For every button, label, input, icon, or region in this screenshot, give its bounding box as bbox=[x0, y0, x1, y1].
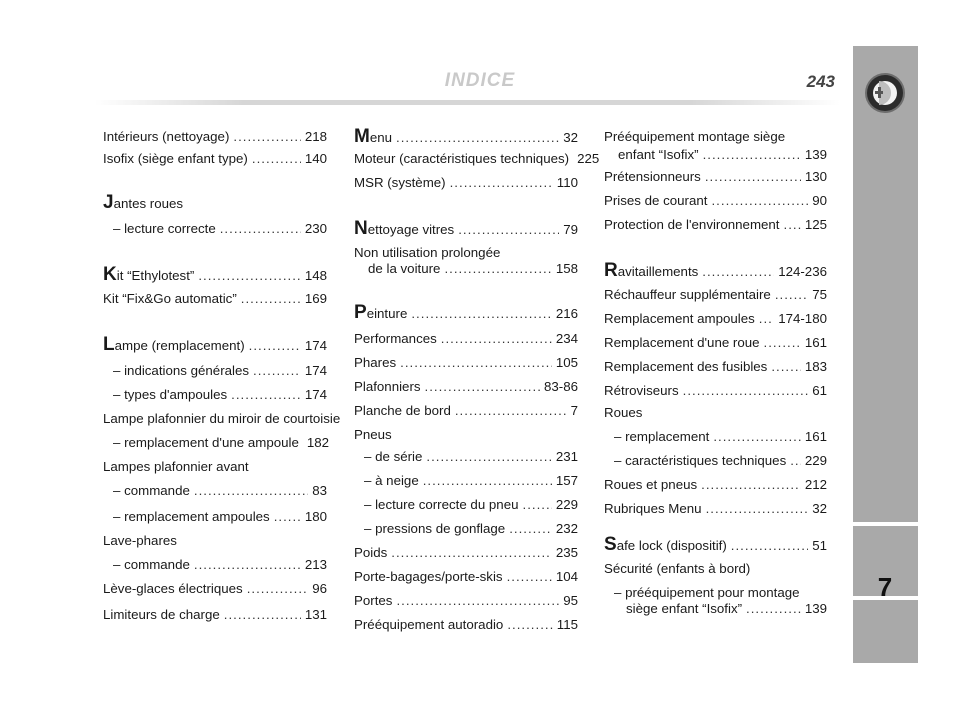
index-entry bbox=[103, 530, 327, 552]
index-entry-label bbox=[103, 148, 248, 170]
index-entry-label bbox=[113, 432, 299, 454]
index-entry-text: einture bbox=[366, 306, 408, 321]
index-entry-text: – commande bbox=[113, 483, 190, 498]
dot-leader bbox=[194, 480, 308, 502]
index-entry bbox=[354, 614, 578, 636]
index-entry-page: 229 bbox=[555, 497, 578, 512]
index-entry-text: Protection de l'environnement bbox=[604, 217, 780, 232]
dot-leader bbox=[458, 219, 559, 241]
index-entry-label bbox=[103, 126, 229, 148]
index-entry-text: – à neige bbox=[364, 473, 419, 488]
dot-leader bbox=[790, 450, 801, 472]
index-entry-text: Non utilisation prolongée bbox=[354, 245, 501, 260]
index-entry-text: – commande bbox=[113, 557, 190, 572]
dot-leader bbox=[231, 384, 301, 406]
index-entry-page: 130 bbox=[804, 169, 827, 184]
index-entry bbox=[354, 424, 578, 446]
index-entry-label bbox=[103, 578, 243, 600]
index-entry bbox=[354, 376, 578, 398]
index-entry-label bbox=[354, 590, 392, 612]
index-entry-text: Kit “Fix&Go automatic” bbox=[103, 291, 237, 306]
index-entry bbox=[103, 506, 327, 528]
index-entry bbox=[354, 258, 578, 280]
dot-leader bbox=[713, 426, 800, 448]
index-entry-page: 104 bbox=[555, 569, 578, 584]
index-entry-page: 83 bbox=[312, 483, 327, 498]
index-entry-text: – remplacement d'une ampoule bbox=[113, 435, 299, 450]
dot-leader bbox=[425, 376, 540, 398]
dot-leader bbox=[426, 446, 551, 468]
index-entry-page: 51 bbox=[812, 538, 827, 553]
index-entry bbox=[103, 480, 327, 502]
dot-leader bbox=[396, 590, 559, 612]
dot-leader bbox=[746, 598, 801, 620]
index-entry-text: – remplacement ampoules bbox=[113, 509, 270, 524]
index-entry bbox=[604, 402, 827, 424]
index-entry-page: 161 bbox=[804, 335, 827, 350]
index-entry-label bbox=[354, 126, 392, 149]
index-entry-page: 182 bbox=[306, 435, 330, 450]
index-initial-letter: M bbox=[354, 126, 370, 147]
index-entry-page: 231 bbox=[555, 449, 578, 464]
dot-leader bbox=[507, 614, 552, 636]
index-entry-label bbox=[626, 598, 742, 620]
index-entry-label bbox=[354, 566, 503, 588]
index-entry bbox=[604, 190, 827, 212]
index-entry-page: 169 bbox=[304, 291, 327, 306]
index-entry-page: 32 bbox=[812, 501, 827, 516]
index-entry bbox=[354, 172, 578, 194]
index-entry-text: Poids bbox=[354, 545, 388, 560]
index-entry bbox=[354, 352, 578, 374]
index-entry-label bbox=[364, 494, 519, 516]
index-entry-text: Moteur (caractéristiques techniques) bbox=[354, 151, 570, 166]
index-entry-label bbox=[618, 144, 699, 166]
index-entry-label bbox=[354, 352, 396, 374]
index-entry-text: Plafonniers bbox=[354, 379, 421, 394]
index-entry-label bbox=[103, 288, 237, 310]
index-entry-text: Limiteurs de charge bbox=[103, 607, 220, 622]
index-entry-label bbox=[354, 400, 451, 422]
index-entry-label bbox=[103, 192, 183, 215]
index-entry bbox=[103, 360, 327, 382]
dot-leader bbox=[194, 554, 301, 576]
index-entry-page: 161 bbox=[804, 429, 827, 444]
index-entry-text: Intérieurs (nettoyage) bbox=[103, 129, 230, 144]
sidebar-upper-block bbox=[853, 46, 918, 522]
index-initial-letter: N bbox=[354, 218, 368, 239]
index-entry-page: 32 bbox=[563, 130, 578, 145]
index-entry bbox=[103, 126, 327, 148]
index-entry bbox=[354, 328, 578, 350]
index-entry bbox=[354, 518, 578, 540]
index-entry-label bbox=[354, 614, 503, 636]
index-entry bbox=[103, 604, 327, 626]
index-entry-page: 75 bbox=[812, 287, 827, 302]
index-entry-page: 110 bbox=[556, 175, 578, 190]
index-initial-letter: S bbox=[604, 534, 617, 555]
index-entry-text: Sécurité (enfants à bord) bbox=[604, 561, 751, 576]
index-initial-letter: P bbox=[354, 302, 367, 323]
index-entry-label bbox=[354, 218, 454, 241]
index-entry bbox=[604, 214, 827, 236]
index-entry-page: 218 bbox=[304, 129, 327, 144]
index-entry-label bbox=[364, 518, 505, 540]
dot-leader bbox=[241, 288, 301, 310]
index-entry bbox=[604, 426, 827, 448]
index-entry-page: 90 bbox=[812, 193, 827, 208]
dot-leader bbox=[391, 542, 552, 564]
index-entry-label bbox=[113, 480, 190, 502]
index-entry-label bbox=[604, 260, 698, 283]
index-entry-page: 96 bbox=[312, 581, 327, 596]
index-entry-text: Prééquipement montage siège bbox=[604, 129, 786, 144]
dot-leader bbox=[683, 380, 809, 402]
dot-leader bbox=[705, 166, 801, 188]
index-entry-page: 225 bbox=[577, 151, 600, 166]
index-entry-label bbox=[354, 328, 437, 350]
index-entry bbox=[604, 166, 827, 188]
index-entry-page: 125 bbox=[804, 217, 827, 232]
dot-leader bbox=[523, 494, 552, 516]
page-number: 243 bbox=[806, 72, 835, 91]
index-entry-page: 124-236 bbox=[778, 264, 827, 279]
index-entry-text: Remplacement ampoules bbox=[604, 311, 755, 326]
index-entry-label bbox=[604, 308, 755, 330]
index-entry-text: Porte-bagages/porte-skis bbox=[354, 569, 503, 584]
index-entry-label bbox=[604, 214, 780, 236]
index-entry-text: – caractéristiques techniques bbox=[614, 453, 787, 468]
index-entry-text: Prises de courant bbox=[604, 193, 708, 208]
index-entry-label bbox=[354, 424, 392, 446]
index-entry-label bbox=[103, 604, 220, 626]
index-entry-page: 174 bbox=[304, 363, 327, 378]
index-entry bbox=[103, 218, 327, 240]
index-entry bbox=[103, 148, 327, 170]
index-entry bbox=[604, 450, 827, 472]
index-entry-text: MSR (système) bbox=[354, 175, 446, 190]
index-entry bbox=[604, 380, 827, 402]
dot-leader bbox=[274, 506, 301, 528]
index-entry-text: Rétroviseurs bbox=[604, 383, 679, 398]
dot-leader bbox=[706, 498, 809, 520]
index-entry bbox=[103, 264, 327, 286]
index-entry-page: 79 bbox=[563, 222, 578, 237]
index-entry-page: 83-86 bbox=[543, 379, 578, 394]
index-entry bbox=[604, 558, 827, 580]
index-entry bbox=[354, 494, 578, 516]
dot-leader bbox=[253, 360, 301, 382]
index-entry bbox=[354, 470, 578, 492]
index-entry-text: Portes bbox=[354, 593, 393, 608]
index-entry-text: Roues et pneus bbox=[604, 477, 698, 492]
index-entry bbox=[103, 456, 327, 478]
index-entry-page: 158 bbox=[555, 261, 578, 276]
index-entry bbox=[604, 332, 827, 354]
index-entry bbox=[354, 566, 578, 588]
index-entry-page: 213 bbox=[304, 557, 327, 572]
index-entry-text: – lecture correcte du pneu bbox=[364, 497, 519, 512]
index-entry-label bbox=[103, 264, 194, 287]
index-entry bbox=[354, 446, 578, 468]
index-entry-label bbox=[604, 498, 702, 520]
index-entry-label bbox=[354, 302, 407, 325]
index-entry-text: – types d'ampoules bbox=[113, 387, 228, 402]
index-entry-page: 230 bbox=[304, 221, 327, 236]
index-entry-text: – de série bbox=[364, 449, 423, 464]
index-entry-label bbox=[103, 456, 249, 478]
index-entry-page: 180 bbox=[304, 509, 327, 524]
index-initial-letter: R bbox=[604, 260, 618, 281]
index-entry-label bbox=[604, 190, 707, 212]
dot-leader bbox=[702, 261, 774, 283]
dot-leader bbox=[249, 335, 301, 357]
index-entry bbox=[604, 356, 827, 378]
index-entry-text: – indications générales bbox=[113, 363, 250, 378]
index-entry bbox=[103, 432, 330, 454]
index-entry-text: Planche de bord bbox=[354, 403, 451, 418]
index-entry-text: – remplacement bbox=[614, 429, 710, 444]
alfa-romeo-logo-icon bbox=[867, 75, 903, 111]
index-entry bbox=[604, 260, 827, 282]
index-entry-label bbox=[604, 534, 727, 557]
index-entry bbox=[604, 144, 827, 166]
index-entry-page: 140 bbox=[304, 151, 327, 166]
dot-leader bbox=[411, 303, 551, 325]
index-entry bbox=[354, 148, 600, 170]
index-entry-page: 7 bbox=[570, 403, 578, 418]
dot-leader bbox=[233, 126, 300, 148]
index-entry-page: 234 bbox=[555, 331, 578, 346]
index-entry-text: afe lock (dispositif) bbox=[616, 538, 727, 553]
index-entry-label bbox=[354, 148, 569, 170]
index-entry bbox=[103, 578, 327, 600]
dot-leader bbox=[252, 148, 301, 170]
index-entry-text: it “Ethylotest” bbox=[116, 268, 195, 283]
dot-leader bbox=[441, 328, 552, 350]
index-entry-page: 148 bbox=[304, 268, 327, 283]
index-entry-label bbox=[604, 284, 771, 306]
index-entry bbox=[103, 384, 327, 406]
index-entry bbox=[103, 288, 327, 310]
index-entry-label bbox=[604, 402, 642, 424]
index-entry-page: 212 bbox=[804, 477, 827, 492]
sidebar-lower-block bbox=[853, 600, 918, 663]
index-entry bbox=[103, 408, 341, 430]
dot-leader bbox=[224, 604, 301, 626]
index-entry-label bbox=[113, 384, 227, 406]
index-entry-page: 235 bbox=[555, 545, 578, 560]
dot-leader bbox=[759, 308, 774, 330]
index-entry-page: 139 bbox=[804, 147, 827, 162]
index-entry-label bbox=[604, 380, 679, 402]
index-entry-label bbox=[614, 450, 786, 472]
dot-leader bbox=[220, 218, 301, 240]
index-initial-letter: J bbox=[103, 192, 114, 213]
index-entry-text: ampe (remplacement) bbox=[114, 338, 245, 353]
dot-leader bbox=[400, 352, 552, 374]
index-entry-text: ettoyage vitres bbox=[367, 222, 455, 237]
page-header-title: INDICE bbox=[444, 70, 516, 91]
index-entry-text: Phares bbox=[354, 355, 397, 370]
index-initial-letter: K bbox=[103, 264, 117, 285]
index-entry-text: Performances bbox=[354, 331, 437, 346]
index-entry-text: siège enfant “Isofix” bbox=[626, 601, 743, 616]
index-entry-label bbox=[113, 506, 270, 528]
dot-leader bbox=[507, 566, 552, 588]
index-entry-page: 131 bbox=[304, 607, 327, 622]
index-entry-page: 157 bbox=[555, 473, 578, 488]
index-entry-text: Lampe plafonnier du miroir de courtoisie bbox=[103, 411, 341, 426]
index-entry-page: 61 bbox=[812, 383, 827, 398]
index-entry-text: Lampes plafonnier avant bbox=[103, 459, 249, 474]
index-entry-label bbox=[604, 474, 697, 496]
index-entry-label bbox=[604, 166, 701, 188]
index-entry-label bbox=[364, 446, 422, 468]
index-entry-label bbox=[113, 360, 249, 382]
section-number: 7 bbox=[877, 572, 893, 602]
dot-leader bbox=[764, 332, 801, 354]
index-entry-text: – pressions de gonflage bbox=[364, 521, 506, 536]
dot-leader bbox=[771, 356, 800, 378]
index-entry-label bbox=[354, 172, 446, 194]
index-entry-label bbox=[103, 408, 340, 430]
index-entry-label bbox=[354, 376, 421, 398]
index-entry-label bbox=[614, 426, 709, 448]
index-entry bbox=[604, 284, 827, 306]
index-entry-text: Prééquipement autoradio bbox=[354, 617, 504, 632]
dot-leader bbox=[703, 144, 801, 166]
index-entry-page: 95 bbox=[563, 593, 578, 608]
dot-leader bbox=[455, 400, 567, 422]
dot-leader bbox=[198, 265, 300, 287]
dot-leader bbox=[423, 470, 552, 492]
index-entry-label bbox=[113, 218, 216, 240]
index-entry bbox=[604, 308, 827, 330]
index-entry bbox=[604, 598, 827, 620]
dot-leader bbox=[701, 474, 801, 496]
index-entry-text: Remplacement d'une roue bbox=[604, 335, 760, 350]
index-entry-text: de la voiture bbox=[368, 261, 441, 276]
index-entry-text: avitaillements bbox=[617, 264, 699, 279]
index-entry-label bbox=[368, 258, 440, 280]
index-entry-text: Pneus bbox=[354, 427, 392, 442]
index-entry bbox=[354, 302, 578, 324]
dot-leader bbox=[784, 214, 801, 236]
index-entry-label bbox=[604, 356, 767, 378]
dot-leader bbox=[711, 190, 808, 212]
index-entry-text: – lecture correcte bbox=[113, 221, 216, 236]
index-entry-text: Lave-phares bbox=[103, 533, 177, 548]
index-entry-text: Lève-glaces électriques bbox=[103, 581, 243, 596]
index-entry-text: – prééquipement pour montage bbox=[614, 585, 800, 600]
dot-leader bbox=[450, 172, 553, 194]
index-entry-label bbox=[604, 332, 760, 354]
index-entry-text: Isofix (siège enfant type) bbox=[103, 151, 248, 166]
index-entry-page: 105 bbox=[555, 355, 578, 370]
index-entry-label bbox=[354, 542, 387, 564]
index-entry bbox=[604, 534, 827, 556]
dot-leader bbox=[247, 578, 309, 600]
index-entry-text: Prétensionneurs bbox=[604, 169, 701, 184]
index-entry bbox=[354, 400, 578, 422]
index-entry-label bbox=[113, 554, 190, 576]
index-entry-text: Réchauffeur supplémentaire bbox=[604, 287, 771, 302]
index-entry-label bbox=[604, 558, 750, 580]
dot-leader bbox=[509, 518, 552, 540]
index-entry bbox=[354, 542, 578, 564]
index-entry bbox=[354, 590, 578, 612]
index-entry bbox=[354, 126, 578, 148]
index-entry bbox=[103, 192, 327, 214]
header-divider bbox=[95, 100, 840, 105]
index-entry-page: 183 bbox=[804, 359, 827, 374]
dot-leader bbox=[731, 535, 808, 557]
index-entry-label bbox=[103, 530, 177, 552]
index-entry-text: Roues bbox=[604, 405, 643, 420]
index-entry-text: antes roues bbox=[113, 196, 184, 211]
index-entry bbox=[103, 554, 327, 576]
index-entry-page: 232 bbox=[555, 521, 578, 536]
index-entry-page: 174 bbox=[304, 387, 327, 402]
section-sidebar bbox=[853, 46, 918, 663]
dot-leader bbox=[396, 127, 559, 149]
index-entry bbox=[604, 474, 827, 496]
index-entry-text: Rubriques Menu bbox=[604, 501, 702, 516]
dot-leader bbox=[775, 284, 808, 306]
index-entry-page: 115 bbox=[556, 617, 578, 632]
index-entry-label bbox=[103, 334, 245, 357]
index-entry-page: 229 bbox=[804, 453, 827, 468]
index-entry-page: 216 bbox=[555, 306, 578, 321]
index-entry bbox=[103, 334, 327, 356]
index-entry-text: enu bbox=[369, 130, 393, 145]
index-entry-text: enfant “Isofix” bbox=[618, 147, 699, 162]
index-entry-text: Remplacement des fusibles bbox=[604, 359, 768, 374]
index-initial-letter: L bbox=[103, 334, 115, 355]
index-entry-page: 174-180 bbox=[778, 311, 827, 326]
index-entry-label bbox=[364, 470, 419, 492]
index-entry bbox=[604, 498, 827, 520]
index-entry-page: 139 bbox=[804, 601, 827, 616]
dot-leader bbox=[444, 258, 551, 280]
index-entry-page: 174 bbox=[304, 338, 327, 353]
index-entry bbox=[354, 218, 578, 240]
